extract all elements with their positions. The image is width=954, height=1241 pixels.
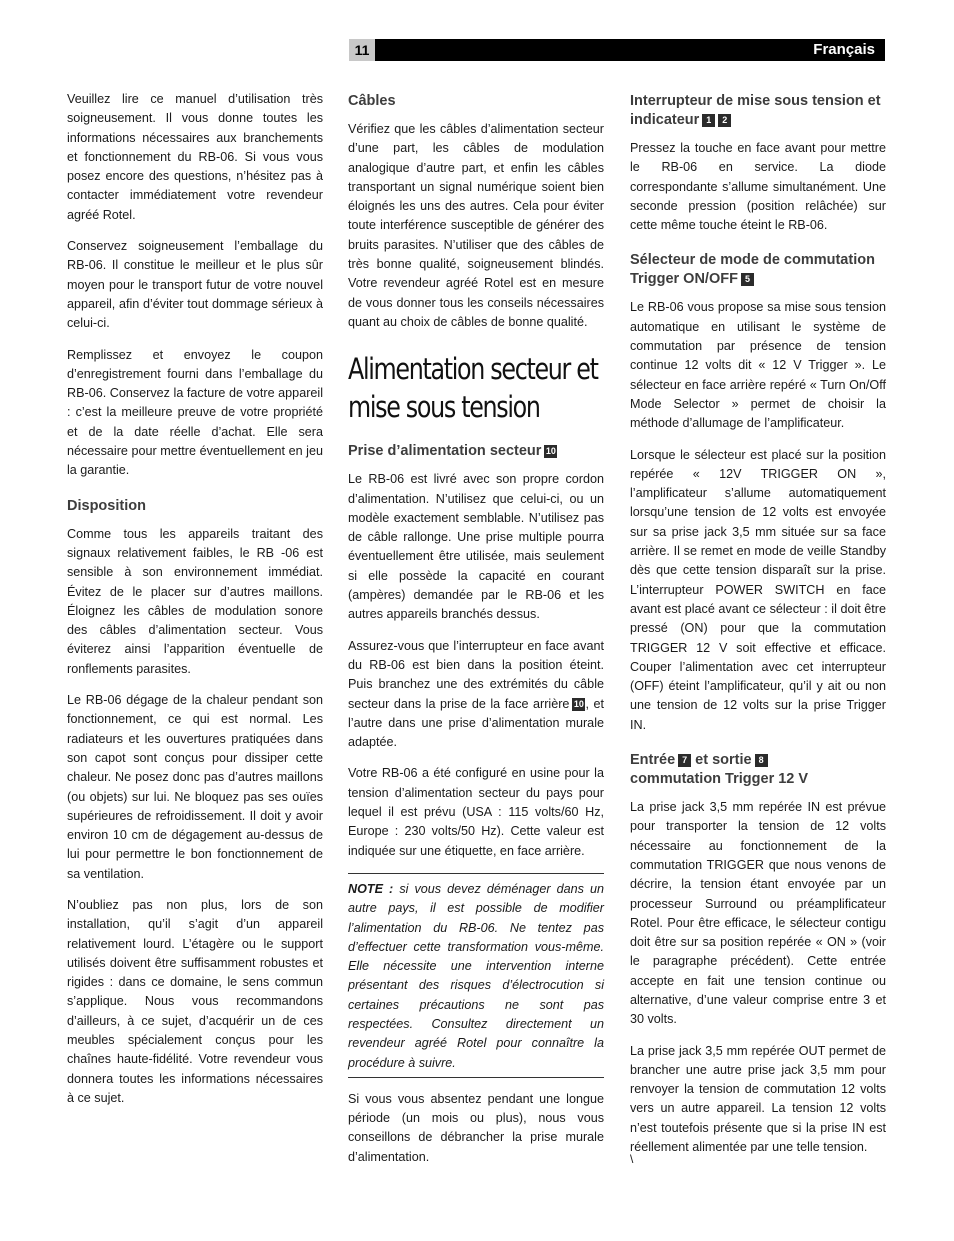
- note-body: si vous devez déménager dans un autre pays, il est possible de modifier l’alimentation du RB-06. Ne tentez pas d’effectuer cette transformation vous-même. Elle nécessite une intervention interne présentant des risques d’électrocution si certaines précautions ne sont pas respectées. Consultez directement un revendeur agréé Rotel pour connaître la procédure à suivre.: [348, 881, 604, 1070]
- section-title: Alimentation secteur et mise sous tension: [348, 352, 598, 425]
- column-3: [630, 90, 886, 1169]
- column-2: [348, 90, 604, 1179]
- prise-paragraph-2a: Assurez-vous que l’interrupteur en face avant du RB-06 est bien dans la position éteint. Puis branchez une des extrémités du câble secteur dans la prise de la face arrière: [348, 638, 604, 711]
- page-number: 11: [349, 39, 375, 61]
- column-1: [67, 90, 323, 1120]
- heading-prise-text: Prise d’alimentation secteur: [348, 443, 542, 460]
- ref-box-5: 5: [741, 273, 754, 286]
- heading-selecteur: [630, 251, 886, 289]
- intro-paragraph-3: Remplissez et envoyez le coupon d’enregistrement fourni dans l’emballage du RB-06. Conservez la facture de votre appareil : c’est la meilleure preuve de votre propriété et de la date réelle d’achat. Elle sera nécessaire pour mettre éventuellement en jeu la garantie.: [67, 347, 323, 478]
- intro-paragraph-1: Veuillez lire ce manuel d’utilisation très soigneusement. Il vous donne toutes les informations nécessaires aux branchements et fonctionnement du RB-06. Si vous vous posez encore des questions, n’hésitez pas à contacter immédiatement votre revendeur agréé Rotel.: [67, 92, 323, 222]
- note-label: NOTE :: [348, 881, 394, 896]
- disposition-paragraph-1: Comme tous les appareils traitant des signaux relativement faibles, le RB -06 est sensible à son environnement immédiat. Évitez de le placer sur d’autres maillons. Éloignez les câbles de modulation sonore des câbles d’alimentation secteur. Vous éviterez ainsi l’apparition éventuelle de ronflements parasites.: [67, 526, 323, 676]
- cables-paragraph: Vérifiez que les câbles d’alimentation secteur d’une part, les câbles de modulation analogique d’autre part, et enfin les câbles transportant un signal numérique soient bien éloignés les uns des autres. Cela pour éviter toute interférence susceptible de générer des bruits parasites. N’utiliser que des câbles de très bonne qualité, soigneusement blindés. Votre revendeur agréé Rotel est en mesure de vous donner tous les conseils nécessaires quant au choix de câbles de bonne qualité.: [348, 122, 604, 329]
- ref-box-10: 10: [545, 446, 556, 457]
- heading-entree-c: commutation Trigger 12 V: [630, 771, 809, 788]
- note-text: [348, 880, 604, 1073]
- heading-cables: Câbles: [348, 93, 396, 109]
- ref-box-10-inline: 10: [573, 698, 584, 709]
- prise-paragraph-3: Votre RB-06 a été configuré en usine pour la tension d’alimentation secteur du pays pour lequel il est prévu (USA : 115 volts/60 Hz, Europe : 230 volts/50 Hz). Cette valeur est indiquée sur une étiquette, en face arrière.: [348, 766, 604, 858]
- selecteur-paragraph-1: Le RB-06 vous propose sa mise sous tension automatique en utilisant le système de commutation par présence de tension continue 12 volts dit « 12 V Trigger ». Le sélecteur en face arrière repéré « Turn On/Off Mode Selector » permet de choisir la méthode d’allumage de l’amplificateur.: [630, 300, 886, 431]
- heading-entree: [630, 751, 886, 789]
- intro-paragraph-2: Conservez soigneusement l’emballage du RB-06. Il constitue le meilleur et le plus sûr moyen pour le transport futur de votre nouvel appareil, afin d’éviter tout dommage sérieux à celui-ci.: [67, 239, 323, 331]
- heading-entree-b: et sortie: [695, 752, 752, 769]
- ref-box-7: 7: [678, 754, 691, 767]
- entree-paragraph-2: La prise jack 3,5 mm repérée OUT permet de brancher une autre prise jack 3,5 mm pour renvoyer la tension de commutation 12 volts vers un autre appareil. La tension 12 volts n’est toutefois présente que si la prise IN est réellement alimentée par une telle tension.: [630, 1043, 886, 1155]
- heading-interrupteur-text: Interrupteur de mise sous tension et indicateur: [630, 93, 881, 128]
- absence-paragraph: Si vous vous absentez pendant une longue période (un mois ou plus), nous vous conseillons de débrancher la prise murale d’alimentation.: [348, 1091, 604, 1164]
- language-label: Français: [813, 41, 875, 58]
- heading-entree-a: Entrée: [630, 752, 676, 769]
- prise-paragraph-1: Le RB-06 est livré avec son propre cordon d’alimentation. N’utilisez que celui-ci, ou un modèle exactement semblable. N’utilisez pas de câble rallonge. Une prise multiple pourra éventuellement être utilisée, mais seulement si elle possède la capacité en courant (ampères) demandée par le RB-06 et les autres appareils branchés dessus.: [348, 472, 604, 622]
- disposition-paragraph-3: N’oubliez pas non plus, lors de son installation, qu’il s’agit d’un appareil relativement lourd. L’étagère ou le support utilisés doivent être suffisamment robustes et rigides : dans ce domaine, le sens commun s’applique. Nous vous recommandons d’ailleurs, à ce sujet, d’acquérir un de ces meubles spécialement conçus pour les chaînes haute-fidélité. Votre revendeur vous donnera toutes les informations nécessaires à ce sujet.: [67, 897, 323, 1105]
- ref-box-1: 1: [702, 114, 715, 127]
- ref-box-2: 2: [718, 114, 731, 127]
- heading-prise: [348, 442, 604, 461]
- heading-disposition: Disposition: [67, 497, 146, 514]
- selecteur-paragraph-2: Lorsque le sélecteur est placé sur la position repérée « 12V TRIGGER ON », l’amplificateur s’allume automatiquement lorsqu’une tension de 12 volts est envoyée sur sa prise jack 3,5 mm située sur sa face arrière. Il se remet en mode de veille Standby dès que cette tension disparaît sur la prise. L’interrupteur POWER SWITCH en face avant est placé avant ce sélecteur : il doit être pressé (ON) pour que la commutation TRIGGER 12 V soit effective et efficace. Couper l’alimentation avec cet interrupteur (OFF) éteint l’amplificateur, qu’il y ait ou non une tension de 12 volts sur la prise Trigger IN.: [630, 447, 886, 732]
- header-bar: [349, 39, 885, 61]
- heading-interrupteur: [630, 92, 886, 130]
- note-box: [348, 873, 604, 1078]
- disposition-paragraph-2: Le RB-06 dégage de la chaleur pendant son fonctionnement, ce qui est normal. Les radiateurs et les ouvertures pratiquées dans son capot sont conçus pour dissiper cette chaleur. Ne posez donc pas d’autres maillons (ou objets) sur lui. Ne bloquez pas ses ouïes supérieures de refroidissement. Il doit y avoir environ 10 cm de dégagement au-dessus de lui pour permettre le bon fonctionnement de sa ventilation.: [67, 693, 323, 881]
- heading-selecteur-text: Sélecteur de mode de commutation Trigger ON/OFF: [630, 252, 875, 288]
- prise-paragraph-2b: , et l’autre dans une prise d’alimentation murale adaptée.: [348, 696, 604, 750]
- interrupteur-paragraph: Pressez la touche en face avant pour mettre le RB-06 en service. La diode correspondante s’allume simultanément. Une seconde pression (position relâchée) sur cette même touche éteint le RB-06.: [630, 141, 886, 233]
- prise-paragraph-2: [348, 637, 604, 753]
- stray-backslash: \: [630, 1152, 634, 1166]
- entree-paragraph-1: La prise jack 3,5 mm repérée IN est prévue pour transporter la tension de 12 volts nécessaire au fonctionnement de la commutation TRIGGER que nous venons de décrire, la tension étant envoyée par un processeur Surround ou préamplificateur Rotel. Pour être efficace, le sélecteur contigu doit être sur sa position repérée « ON » (voir le paragraphe précédent). Cette entrée accepte en fait une tension continue ou alternative, d’une valeur comprise entre 3 et 30 volts.: [630, 800, 886, 1027]
- ref-box-8: 8: [755, 754, 768, 767]
